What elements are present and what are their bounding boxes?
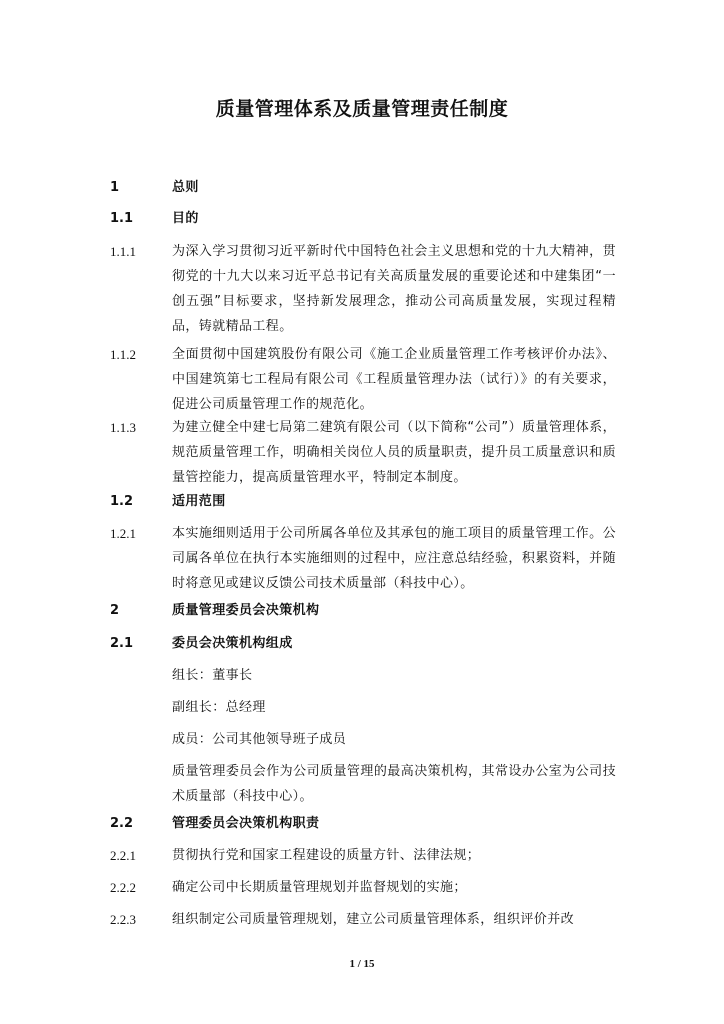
section-text: 管理委员会决策机构职责 xyxy=(172,816,320,831)
section-number: 2 xyxy=(110,603,120,618)
clause-number: 2.2.2 xyxy=(110,880,136,895)
section-number: 1 xyxy=(110,180,120,195)
clause-text: 本实施细则适用于公司所属各单位及其承包的施工项目的质量管理工作。公司属各单位在执行本实施细则的过程中，应注意总结经验，积累资料，并随时将意见或建议反馈公司技术质量部（科技中心）。 xyxy=(172,526,616,591)
clause-text: 为建立健全中建七局第二建筑有限公司（以下简称“公司”）质量管理体系，规范质量管理工作，明确相关岗位人员的质量职责，提升员工质量意识和质量管控能力，提高质量管理水平，特制定本制度。 xyxy=(172,420,616,485)
section-text: 质量管理委员会决策机构 xyxy=(172,603,320,618)
section-number: 2.1 xyxy=(110,636,134,651)
clause-number: 1.1.1 xyxy=(110,244,136,259)
clause-number: 1.1.2 xyxy=(110,347,136,362)
clause-text: 组织制定公司质量管理规划，建立公司质量管理体系，组织评价并改 xyxy=(172,912,575,927)
clause-text: 贯彻执行党和国家工程建设的质量方针、法律法规； xyxy=(172,848,481,863)
section-text: 委员会决策机构组成 xyxy=(172,636,293,651)
clause-number: 1.1.3 xyxy=(110,420,136,435)
clause-number: 2.2.3 xyxy=(110,912,136,927)
page-number: 1 / 15 xyxy=(349,958,375,970)
section-number: 2.2 xyxy=(110,816,134,831)
section-text: 目的 xyxy=(172,211,199,226)
clause-number: 2.2.1 xyxy=(110,848,136,863)
document-title: 质量管理体系及质量管理责任制度 xyxy=(215,98,509,120)
member-text: 副组长：总经理 xyxy=(172,700,266,715)
clause-number: 1.2.1 xyxy=(110,526,136,541)
section-number: 1.2 xyxy=(110,494,134,509)
member-text: 成员：公司其他领导班子成员 xyxy=(172,732,347,747)
section-text: 总则 xyxy=(172,180,199,195)
clause-text: 确定公司中长期质量管理规划并监督规划的实施； xyxy=(172,880,467,895)
clause-text: 全面贯彻中国建筑股份有限公司《施工企业质量管理工作考核评价办法》、中国建筑第七工程局有限公司《工程质量管理办法（试行）》的有关要求，促进公司质量管理工作的规范化。 xyxy=(172,347,616,412)
paragraph-text: 质量管理委员会作为公司质量管理的最高决策机构，其常设办公室为公司技术质量部（科技中心）。 xyxy=(172,764,616,804)
clause-text: 为深入学习贯彻习近平新时代中国特色社会主义思想和党的十九大精神，贯彻党的十九大以来习近平总书记有关高质量发展的重要论述和中建集团“一创五强”目标要求，坚持新发展理念，推动公司高质量发展，实现过程精品，铸就精品工程。 xyxy=(172,244,616,334)
section-number: 1.1 xyxy=(110,211,134,226)
member-text: 组长：董事长 xyxy=(172,668,253,683)
section-text: 适用范围 xyxy=(172,494,226,509)
